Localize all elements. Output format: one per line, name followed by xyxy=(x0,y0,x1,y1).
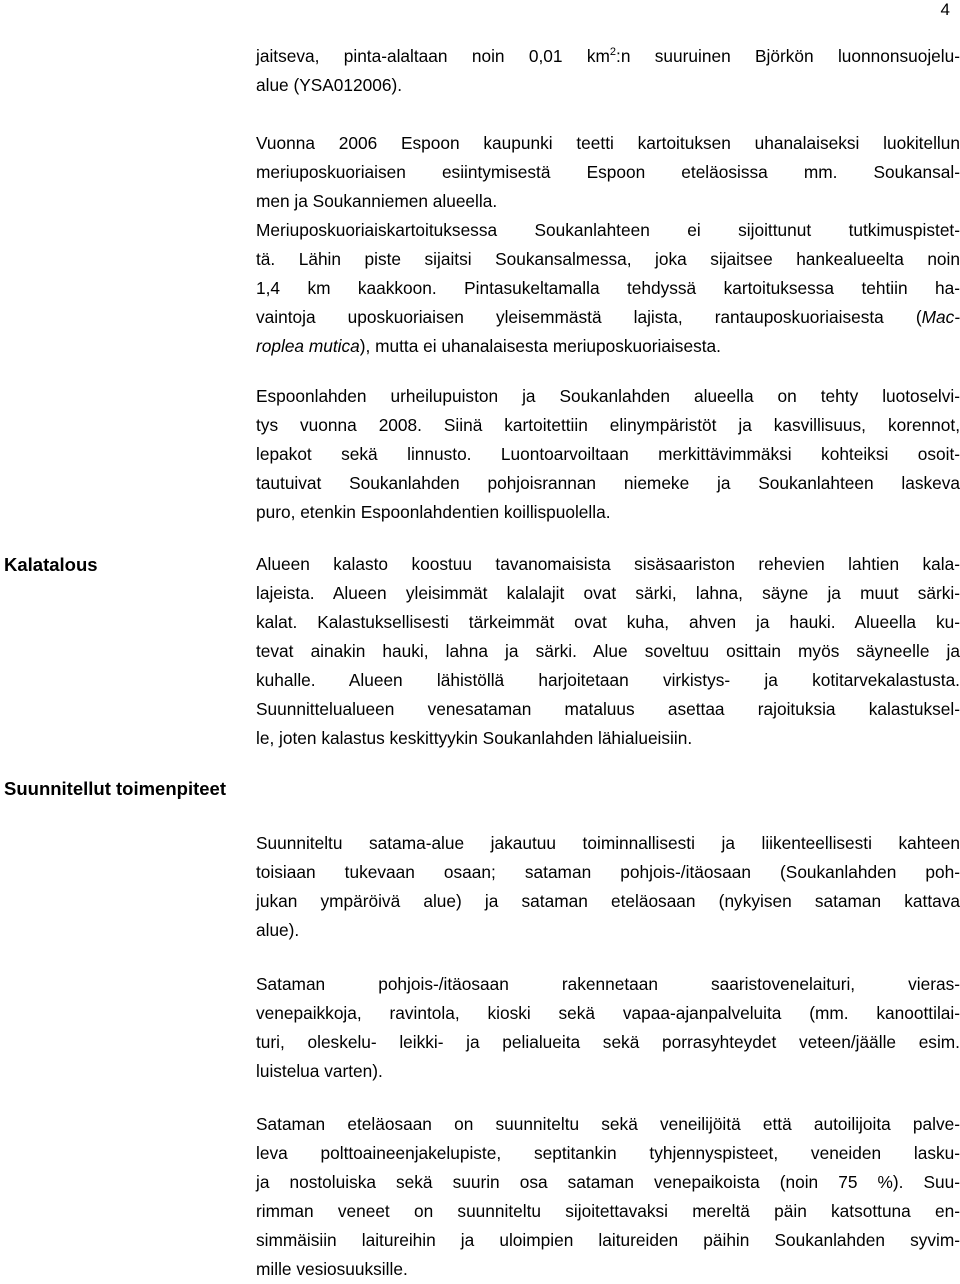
text-line: alue). xyxy=(256,920,300,940)
text-line: meriuposkuoriaisen esiintymisestä Espoon eteläosissa mm. Soukansal- xyxy=(256,162,960,182)
toimenpiteet-paragraph-3 xyxy=(256,1110,960,1284)
text-line: alue (YSA012006). xyxy=(256,75,403,95)
text-line: Sataman eteläosaan on suunniteltu sekä veneilijöitä että autoilijoita palve- xyxy=(256,1114,960,1134)
toimenpiteet-paragraph-1 xyxy=(256,829,960,945)
text-line: venepaikkoja, ravintola, kioski sekä vapaa-ajanpalveluita (mm. kanoottilai- xyxy=(256,1003,960,1023)
text-line: rimman veneet on suunniteltu sijoitettavaksi mereltä päin katsottuna en- xyxy=(256,1201,960,1221)
text-line: kalat. Kalastuksellisesti tärkeimmät ovat kuha, ahven ja hauki. Alueella ku- xyxy=(256,612,960,632)
page-number: 4 xyxy=(940,0,950,19)
text-line: tevat ainakin hauki, lahna ja särki. Alue soveltuu osittain myös säyneelle ja xyxy=(256,641,960,661)
text-line: leva polttoaineenjakelupiste, septitankin tyhjennyspisteet, veneiden lasku- xyxy=(256,1143,960,1163)
kalatalous-paragraph xyxy=(256,550,960,753)
text-line: Sataman pohjois-/itäosaan rakennetaan saaristovenelaituri, vieras- xyxy=(256,974,960,994)
text-line: lepakot sekä linnusto. Luontoarvoiltaan merkittävimmäksi kohteiksi osoit- xyxy=(256,444,960,464)
text-line: le, joten kalastus keskittyykin Soukanlahden lähialueisiin. xyxy=(256,728,693,748)
intro-paragraph-1 xyxy=(256,42,960,100)
text-line: luistelua varten). xyxy=(256,1061,383,1081)
text-line: puro, etenkin Espoonlahdentien koillispuolella. xyxy=(256,502,611,522)
text-line: kuhalle. Alueen lähistöllä harjoitetaan virkistys- ja kotitarvekalastusta. xyxy=(256,670,960,690)
species-name: roplea mutica xyxy=(256,336,360,356)
text-line: turi, oleskelu- leikki- ja pelialueita sekä porrasyhteydet veteen/jäälle esim. xyxy=(256,1032,960,1052)
intro-paragraph-3 xyxy=(256,382,960,527)
text-line: vaintoja uposkuoriaisen yleisemmästä lajista, rantauposkuoriaisesta (Mac- xyxy=(256,307,960,327)
text-line: tys vuonna 2008. Siinä kartoitettiin elinympäristöt ja kasvillisuus, korennot, xyxy=(256,415,960,435)
text-line: roplea mutica), mutta ei uhanalaisesta meriuposkuoriaisesta. xyxy=(256,336,721,356)
text-line: toisiaan tukevaan osaan; sataman pohjois-/itäosaan (Soukanlahden poh- xyxy=(256,862,960,882)
text-line: Espoonlahden urheilupuiston ja Soukanlahden alueella on tehty luotoselvi- xyxy=(256,386,960,406)
text-line: tautuivat Soukanlahden pohjoisrannan niemeke ja Soukanlahteen laskeva xyxy=(256,473,960,493)
section-heading-toimenpiteet: Suunnitellut toimenpiteet xyxy=(4,778,226,799)
text-line: Alueen kalasto koostuu tavanomaisista sisäsaariston rehevien lahtien kala- xyxy=(256,554,960,574)
text-line: Suunnittelualueen venesataman mataluus asettaa rajoituksia kalastuksel- xyxy=(256,699,960,719)
text-line: ja nostoluiska sekä suurin osa sataman venepaikoista (noin 75 %). Suu- xyxy=(256,1172,960,1192)
text-line: jukan ympäröivä alue) ja sataman eteläosaan (nykyisen sataman kattava xyxy=(256,891,960,911)
text-line: men ja Soukanniemen alueella. xyxy=(256,191,498,211)
text-line: Vuonna 2006 Espoon kaupunki teetti kartoituksen uhanalaiseksi luokitellun xyxy=(256,133,960,153)
text-line: 1,4 km kaakkoon. Pintasukeltamalla tehdyssä kartoituksessa tehtiin ha- xyxy=(256,278,960,298)
text-line: Meriuposkuoriaiskartoituksessa Soukanlahteen ei sijoittunut tutkimuspistet- xyxy=(256,220,960,240)
text-line: lajeista. Alueen yleisimmät kalalajit ovat särki, lahna, säyne ja muut särki- xyxy=(256,583,960,603)
text-line: Suunniteltu satama-alue jakautuu toiminnallisesti ja liikenteellisesti kahteen xyxy=(256,833,960,853)
text-line: mille vesiosuuksille. xyxy=(256,1259,408,1279)
text-line: jaitseva, pinta-alaltaan noin 0,01 $km^2:n$ suuruinen Björkön luonnonsuojelu- xyxy=(256,46,960,66)
text-line: simmäisiin laitureihin ja uloimpien laitureiden päihin Soukanlahden syvim- xyxy=(256,1230,960,1250)
superscript: 2 xyxy=(609,46,617,59)
text-line: tä. Lähin piste sijaitsi Soukansalmessa, joka sijaitsee hankealueelta noin xyxy=(256,249,960,269)
section-heading-kalatalous: Kalatalous xyxy=(4,554,98,575)
toimenpiteet-paragraph-2 xyxy=(256,970,960,1086)
intro-paragraph-2 xyxy=(256,129,960,361)
